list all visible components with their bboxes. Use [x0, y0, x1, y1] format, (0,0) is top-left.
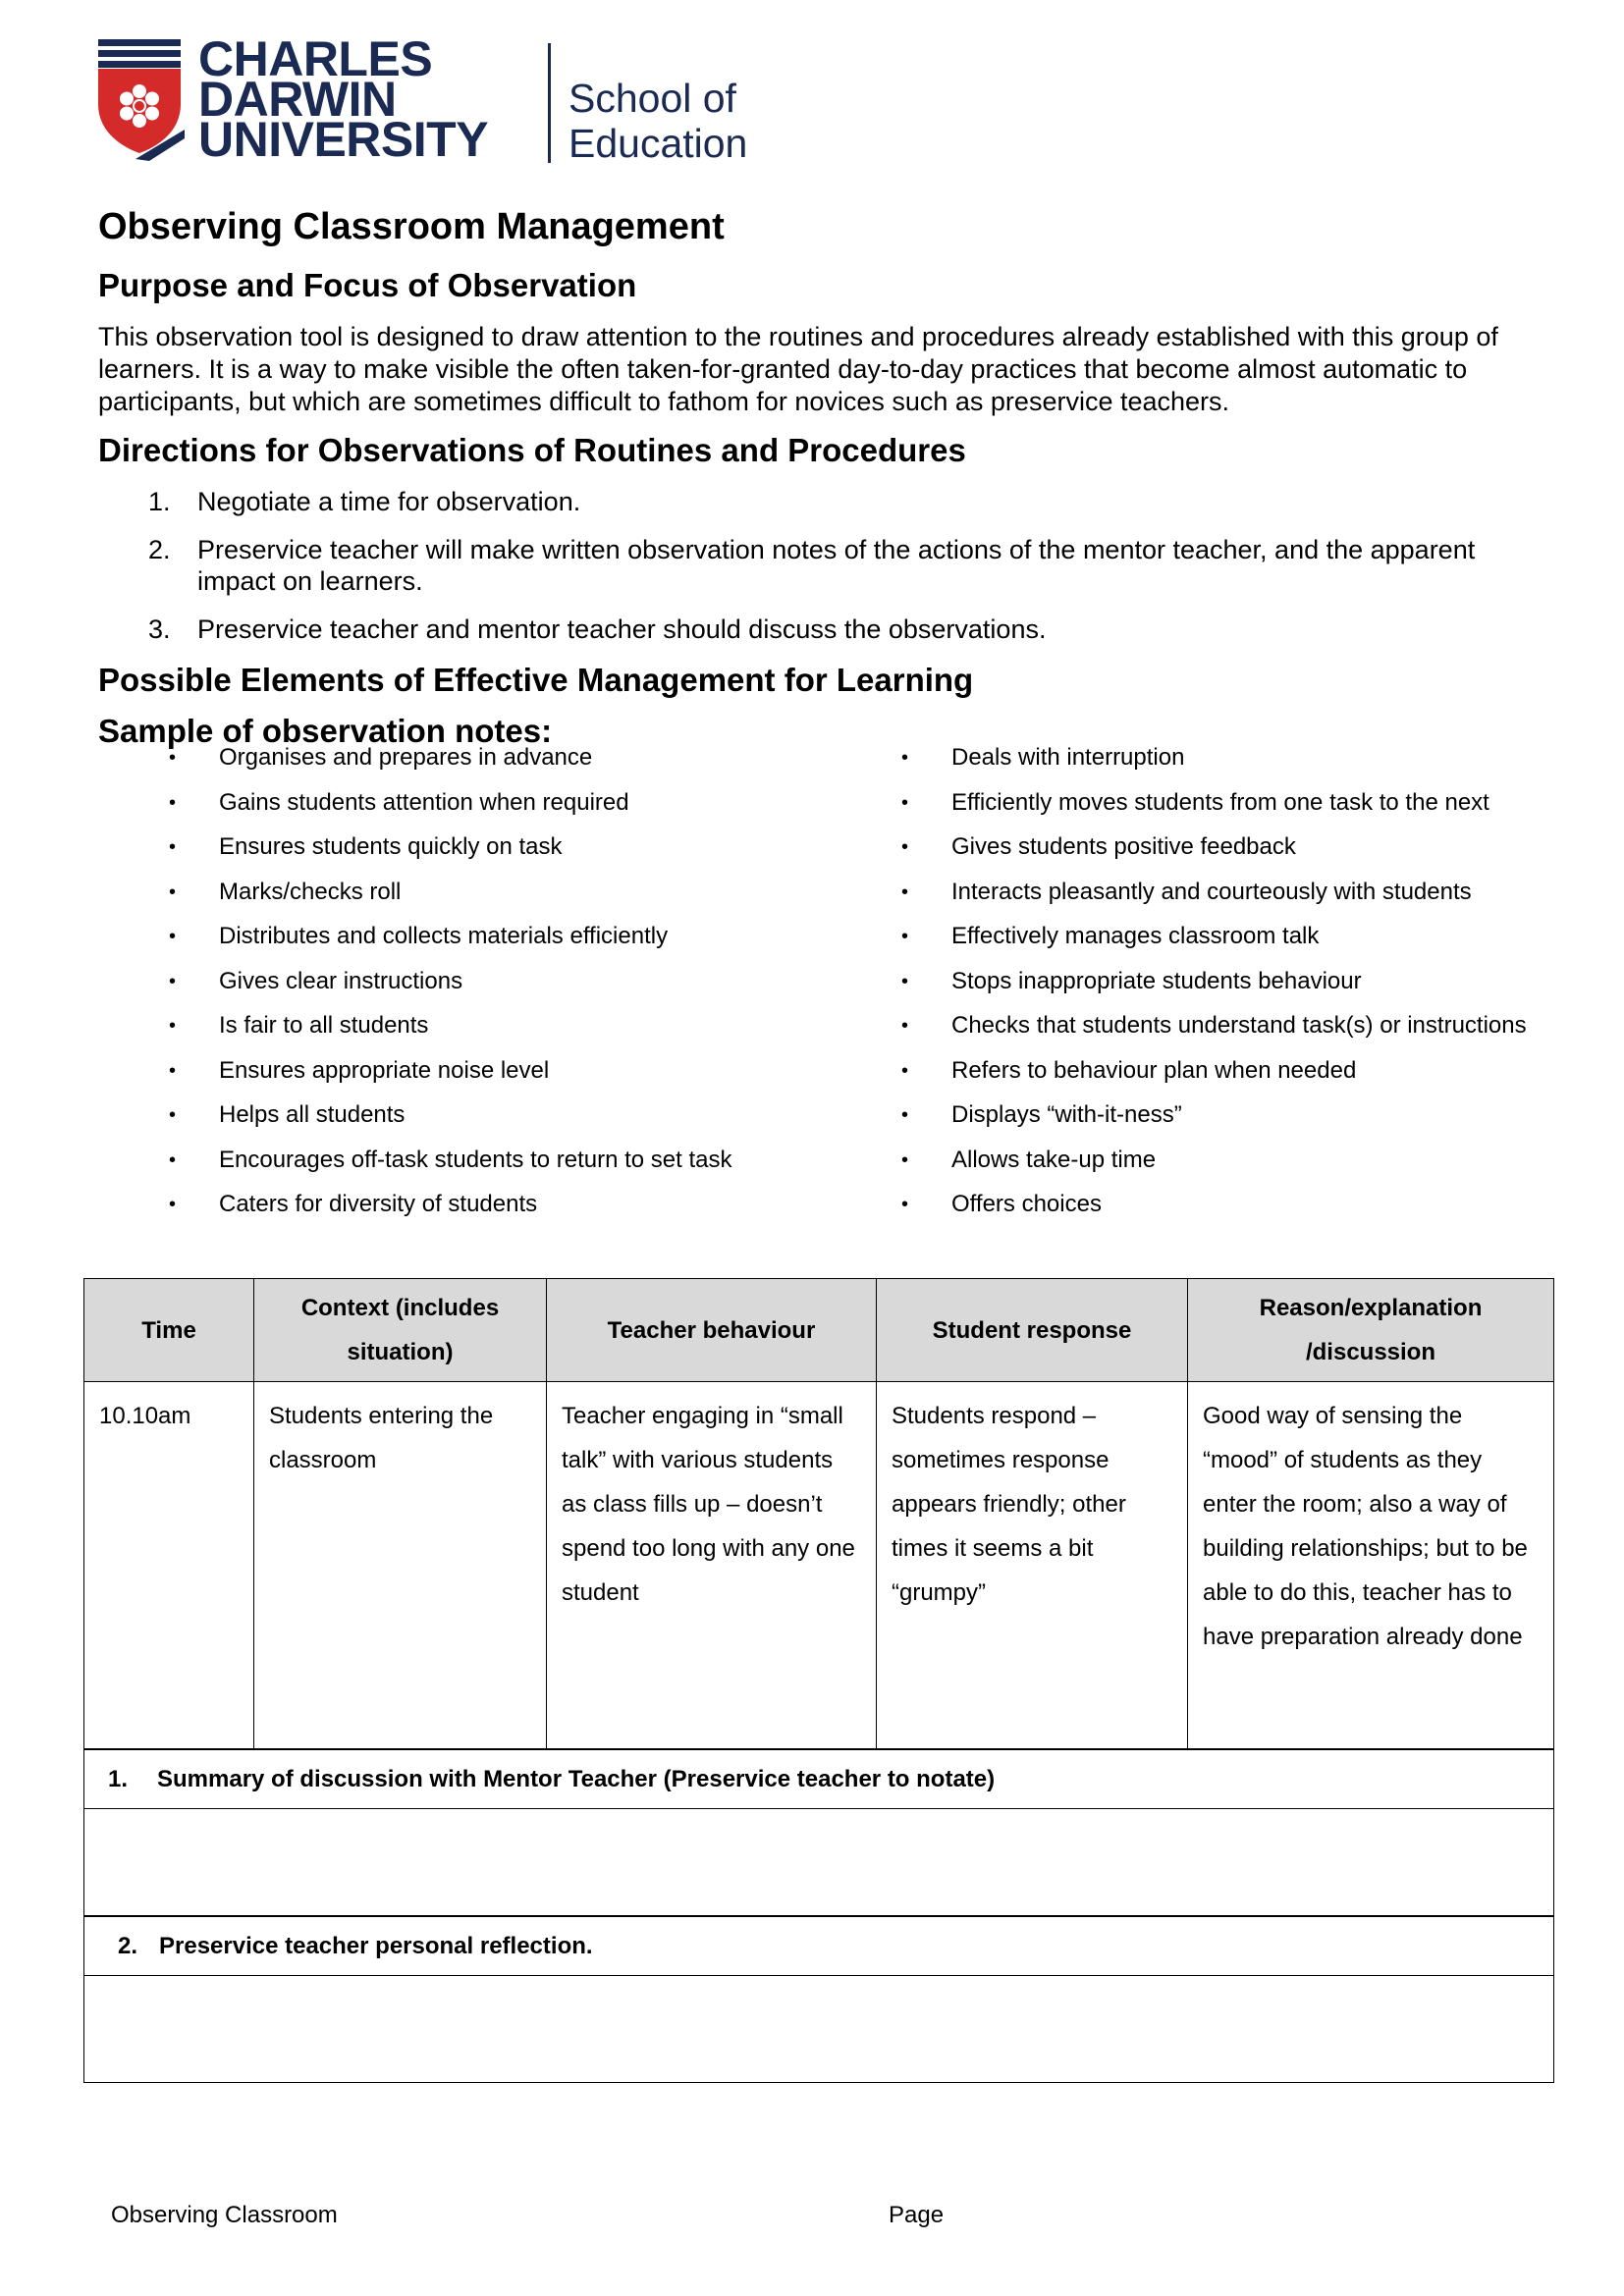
bullet-dot-icon: • [901, 881, 909, 903]
bullet-item [901, 1011, 1549, 1041]
shield-crest-icon [98, 39, 187, 161]
bullet-item [169, 878, 807, 907]
direction-item [98, 486, 1542, 517]
bullet-item [169, 1146, 807, 1175]
bullet-text: Organises and prepares in advance [219, 744, 593, 771]
summary-heading [84, 1749, 1554, 1809]
summary-heading-text: Summary of discussion with Mentor Teacher (Preservice teacher to notate) [157, 1765, 996, 1792]
bullet-item [901, 922, 1549, 951]
bullet-dot-icon: • [169, 926, 177, 947]
summary-heading-row [84, 1749, 1554, 1809]
logo-divider [548, 43, 551, 163]
logo-school-line: Education [568, 121, 748, 166]
sample-notes-heading: Sample of observation notes: [98, 713, 553, 749]
bullet-item [901, 1146, 1549, 1175]
logo-school-line: School of [568, 76, 736, 121]
logo-school-name [568, 76, 747, 166]
reflection-heading [84, 1916, 1554, 1976]
bullet-dot-icon: • [169, 747, 177, 769]
reflection-heading-text: Preservice teacher personal reflection. [159, 1932, 593, 1959]
bullet-text: Gives students positive feedback [951, 833, 1296, 860]
direction-item [98, 614, 1542, 645]
bullet-dot-icon: • [901, 926, 909, 947]
direction-text: Negotiate a time for observation. [197, 487, 581, 516]
purpose-heading: Purpose and Focus of Observation [98, 267, 637, 303]
bullet-dot-icon: • [169, 1104, 177, 1126]
reflection-input-area[interactable] [84, 1976, 1554, 2083]
bullet-item [169, 1190, 807, 1219]
bullet-item [901, 1056, 1549, 1086]
reason-cell[interactable]: Good way of sensing the “mood” of students as they enter the room; also a way of building relationships; but to be able to do this, teacher has to have preparation already done [1188, 1382, 1554, 1750]
reflection-number: 2. [118, 1932, 138, 1959]
bullet-text: Helps all students [219, 1101, 406, 1128]
direction-number: 2. [148, 535, 171, 564]
bullet-dot-icon: • [901, 1148, 909, 1171]
bullet-item [901, 1190, 1549, 1219]
bullet-dot-icon: • [169, 1148, 177, 1171]
bullet-text: Offers choices [951, 1191, 1102, 1217]
column-header-reason: Reason/explanation /discussion [1188, 1279, 1554, 1382]
footer-left-text: Observing Classroom [111, 2202, 338, 2228]
summary-input-area[interactable] [84, 1809, 1554, 1917]
column-header-time: Time [84, 1279, 254, 1382]
left-bullet-list [169, 743, 807, 1235]
bullet-dot-icon: • [901, 836, 909, 858]
direction-text: Preservice teacher will make written observation notes of the actions of the mentor teacher, and the apparent impact on learners. [197, 535, 1476, 596]
reflection-blank-row [84, 1976, 1554, 2083]
column-header-student-response: Student response [877, 1279, 1188, 1382]
summary-blank-row [84, 1809, 1554, 1917]
bullet-text: Encourages off-task students to return to set task [219, 1146, 732, 1173]
table-row [84, 1382, 1554, 1750]
bullet-text: Caters for diversity of students [219, 1191, 538, 1217]
summary-number: 1. [108, 1765, 129, 1792]
bullet-item [901, 832, 1549, 862]
reflection-heading-row [84, 1916, 1554, 1976]
bullet-dot-icon: • [169, 791, 177, 814]
bullet-text: Distributes and collects materials efficiently [219, 923, 669, 949]
bullet-text: Checks that students understand task(s) or instructions [951, 1012, 1527, 1039]
bullet-dot-icon: • [169, 970, 177, 992]
logo-word-line: CHARLES [198, 31, 433, 86]
logo-word-line: DARWIN [198, 72, 397, 127]
bullet-item [169, 967, 807, 996]
elements-heading: Possible Elements of Effective Management for Learning [98, 662, 974, 698]
bullet-text: Stops inappropriate students behaviour [951, 967, 1362, 994]
logo-wordmark [198, 31, 532, 167]
bullet-dot-icon: • [901, 791, 909, 814]
direction-item [98, 534, 1542, 597]
column-header-context: Context (includes situation) [254, 1279, 547, 1382]
direction-number: 3. [148, 614, 171, 644]
right-bullet-list [901, 743, 1549, 1235]
teacher-behaviour-cell[interactable]: Teacher engaging in “small talk” with various students as class fills up – doesn’t spend too long with any one student [547, 1382, 877, 1750]
bullet-text: Allows take-up time [951, 1146, 1157, 1173]
table-header-row [84, 1279, 1554, 1382]
bullet-dot-icon: • [169, 836, 177, 858]
directions-list [98, 486, 1542, 662]
observation-table [83, 1278, 1554, 2083]
bullet-dot-icon: • [169, 1194, 177, 1215]
university-logo [98, 31, 766, 172]
bullet-item [169, 1011, 807, 1041]
bullet-item [901, 878, 1549, 907]
bullet-text: Is fair to all students [219, 1012, 429, 1039]
bullet-text: Deals with interruption [951, 744, 1185, 771]
context-cell[interactable]: Students entering the classroom [254, 1382, 547, 1750]
bullet-item [169, 1100, 807, 1130]
footer-right-text: Page [889, 2202, 945, 2228]
bullet-dot-icon: • [169, 1015, 177, 1037]
bullet-text: Effectively manages classroom talk [951, 923, 1320, 949]
bullet-item [901, 1100, 1549, 1130]
bullet-text: Ensures students quickly on task [219, 833, 563, 860]
bullet-item [169, 788, 807, 818]
student-response-cell[interactable]: Students respond – sometimes response appears friendly; other times it seems a bit “grumpy” [877, 1382, 1188, 1750]
bullet-dot-icon: • [901, 1015, 909, 1037]
bullet-text: Gains students attention when required [219, 788, 629, 816]
bullet-dot-icon: • [901, 1059, 909, 1082]
bullet-item [169, 832, 807, 862]
bullet-item [169, 922, 807, 951]
bullet-item [901, 967, 1549, 996]
time-cell[interactable]: 10.10am [84, 1382, 254, 1750]
purpose-text: This observation tool is designed to draw attention to the routines and procedures already established with this group of learners. It is a way to make visible the often taken-for-granted day-to-day practices that become almost automatic to participants, but which are sometimes difficult to fathom for novices such as preservice teachers. [98, 322, 1498, 416]
bullet-text: Gives clear instructions [219, 967, 463, 994]
directions-heading: Directions for Observations of Routines and Procedures [98, 432, 966, 468]
bullet-dot-icon: • [169, 881, 177, 903]
bullet-dot-icon: • [901, 1194, 909, 1215]
bullet-text: Displays “with-it-ness” [951, 1101, 1182, 1128]
column-header-teacher-behaviour: Teacher behaviour [547, 1279, 877, 1382]
page-title: Observing Classroom Management [98, 206, 725, 247]
bullet-dot-icon: • [901, 970, 909, 992]
bullet-item [901, 788, 1549, 818]
bullet-text: Ensures appropriate noise level [219, 1056, 550, 1084]
logo-word-line: UNIVERSITY [198, 112, 489, 167]
direction-number: 1. [148, 487, 171, 516]
bullet-item [169, 743, 807, 773]
bullet-item [901, 743, 1549, 773]
bullet-text: Refers to behaviour plan when needed [951, 1056, 1357, 1084]
bullet-text: Marks/checks roll [219, 878, 402, 905]
bullet-dot-icon: • [901, 747, 909, 769]
bullet-dot-icon: • [901, 1104, 909, 1126]
direction-text: Preservice teacher and mentor teacher should discuss the observations. [197, 614, 1047, 644]
bullet-text: Interacts pleasantly and courteously with students [951, 878, 1472, 905]
bullet-item [169, 1056, 807, 1086]
bullet-text: Efficiently moves students from one task to the next [951, 788, 1489, 816]
bullet-dot-icon: • [169, 1059, 177, 1082]
